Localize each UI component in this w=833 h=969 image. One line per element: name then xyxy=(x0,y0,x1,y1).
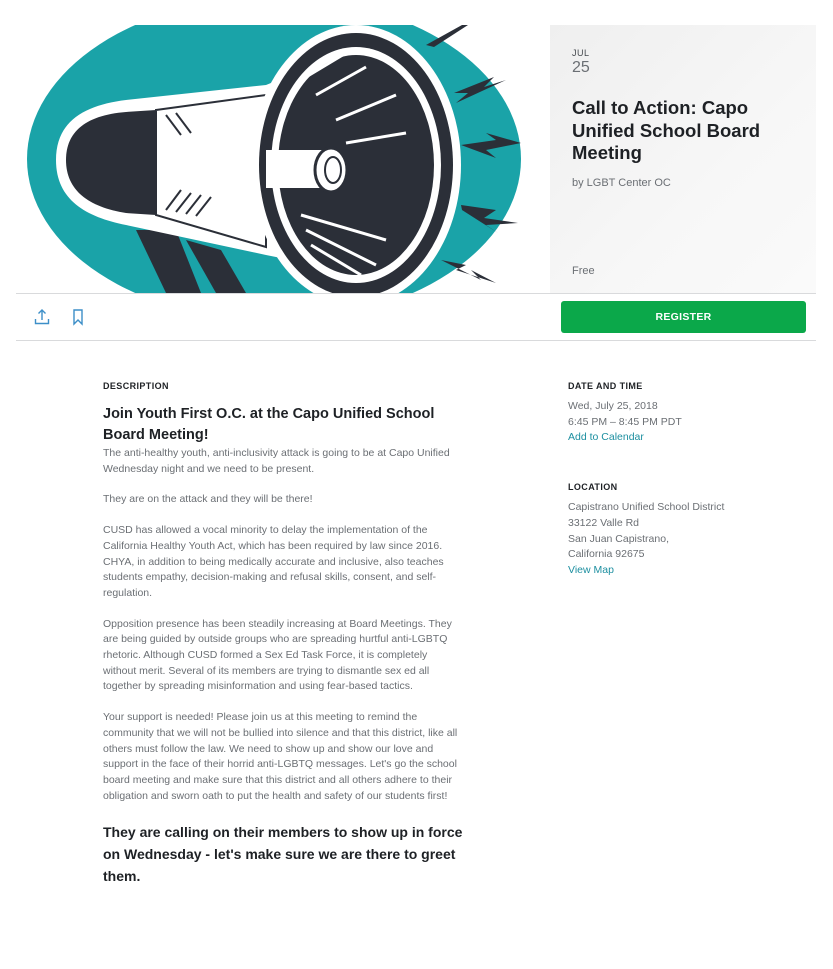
event-title: Call to Action: Capo Unified School Board Meeting xyxy=(572,97,761,163)
description-paragraph: CUSD has allowed a vocal minority to delay the implementation of the California Healthy Youth Act, which has been required by law since 2016. CHYA, in addition to being medically accurate and inclusive, also teaches students empathy, decision-making and refusal skills, consent, and self-regulation. xyxy=(103,524,444,599)
add-to-calendar-link[interactable]: Add to Calendar xyxy=(568,431,644,444)
action-bar xyxy=(16,294,816,340)
event-organizer[interactable]: by LGBT Center OC xyxy=(572,177,671,189)
description-paragraph: Your support is needed! Please join us at this meeting to remind the community that we will not be bullied into silence and that this district, like all others must follow the law. We need to show up and show our love and support in the face of their horrid anti-LGBTQ messages. Let's go the school board meeting and make sure that this district and all others adhere to their obligation and sworn oath to put the health and safety of our students first! xyxy=(103,711,458,802)
event-summary-panel xyxy=(550,25,816,293)
location-city: San Juan Capistrano, xyxy=(568,532,669,545)
description-heading: Join Youth First O.C. at the Capo Unified School Board Meeting! xyxy=(103,406,435,443)
event-time: 6:45 PM – 8:45 PM PDT xyxy=(568,415,682,428)
event-date: Wed, July 25, 2018 xyxy=(568,400,658,412)
location-street: 33122 Valle Rd xyxy=(568,516,640,529)
description-paragraph: Opposition presence has been steadily increasing at Board Meetings. They are being guided by outside groups who are spreading hurtful anti-LGBTQ rhetoric. Although CUSD formed a Sex Ed Task Force, it is completely without merit. Several of its members are trying to dismantle sex ed all together by spreading misinformation and using fear-based tactics. xyxy=(103,617,452,693)
view-map-link[interactable]: View Map xyxy=(568,563,614,576)
description-label: DESCRIPTION xyxy=(103,381,169,391)
event-details-sidebar xyxy=(568,381,738,579)
megaphone-illustration-icon xyxy=(16,25,550,293)
register-button[interactable]: REGISTER xyxy=(561,301,806,333)
location-venue: Capistrano Unified School District xyxy=(568,501,725,514)
event-hero xyxy=(16,25,816,293)
location-state-zip: California 92675 xyxy=(568,548,645,561)
bookmark-icon[interactable] xyxy=(69,308,87,326)
location-label: LOCATION xyxy=(568,482,618,493)
description-section xyxy=(103,381,463,887)
event-date-day: 25 xyxy=(572,59,590,76)
description-closing: They are calling on their members to show up in force on Wednesday - let's make sure we are there to greet them. xyxy=(103,824,463,885)
date-time-label: DATE AND TIME xyxy=(568,381,643,391)
share-icon[interactable] xyxy=(33,308,51,326)
description-paragraph: The anti-healthy youth, anti-inclusivity attack is going to be at Capo Unified Wednesday night and we need to be present. xyxy=(103,447,450,475)
event-image xyxy=(16,25,550,293)
event-price: Free xyxy=(572,265,595,277)
event-date-month: JUL xyxy=(572,48,590,58)
divider-bottom xyxy=(16,340,816,341)
description-paragraph: They are on the attack and they will be there! xyxy=(103,493,313,506)
